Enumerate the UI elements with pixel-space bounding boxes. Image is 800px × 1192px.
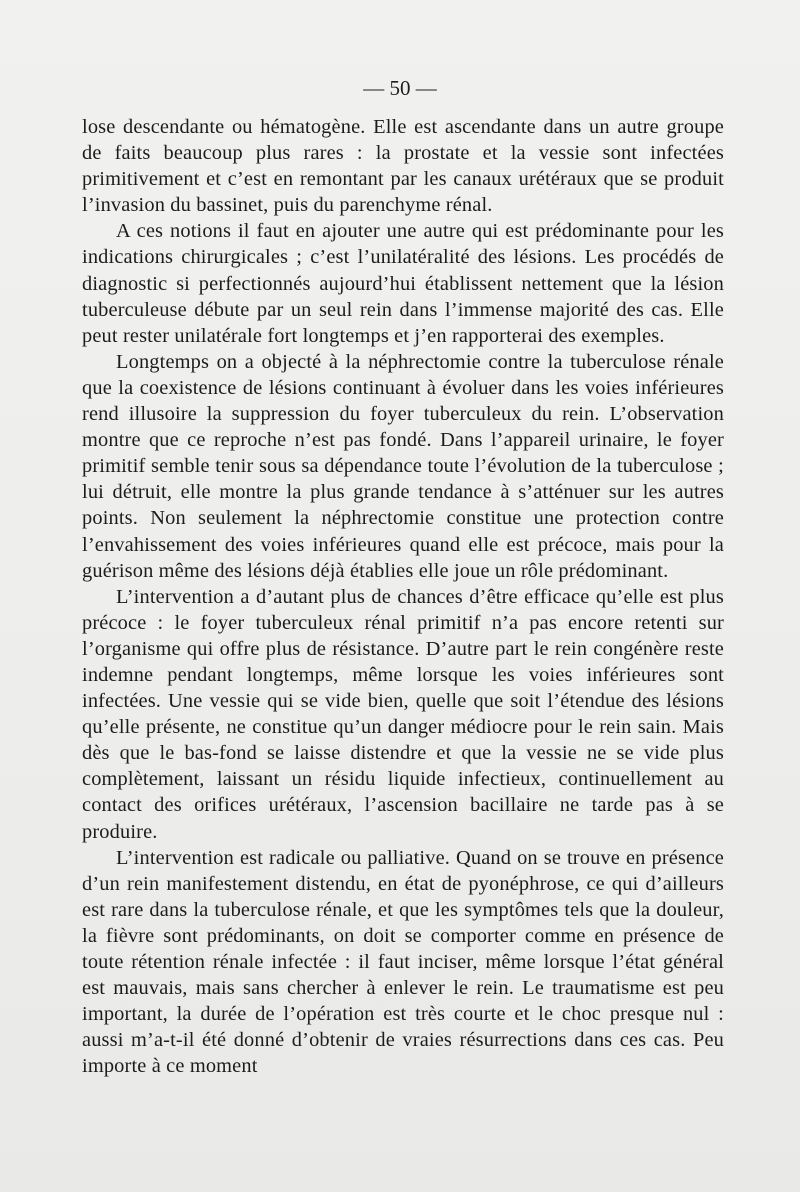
paragraph-5: L’intervention est radicale ou palliative. Quand on se trouve en présence d’un rein manifestement distendu, en état de pyonéphrose, ce qui d’ailleurs est rare dans la tuberculose rénale, et que les symptômes tels que la douleur, la fièvre sont prédominants, on doit se comporter comme en présence de toute rétention rénale infectée : il faut inciser, même lorsque l’état général est mauvais, mais sans chercher à enlever le rein. Le traumatisme est peu important, la durée de l’opération est très courte et le choc presque nul : aussi m’a-t-il été donné d’obtenir de vraies résurrections dans ces cas. Peu importe à ce moment xyxy=(82,846,724,1078)
page-number: — 50 — xyxy=(363,76,437,100)
paragraph-3: Longtemps on a objecté à la néphrectomie contre la tuberculose rénale que la coexistence de lésions continuant à évoluer dans les voies inférieures rend illusoire la suppression du foyer tuberculeux du rein. L’observation montre que ce reproche n’est pas fondé. Dans l’appareil urinaire, le foyer primitif semble tenir sous sa dépendance toute l’évolution de la tuberculose ; lui détruit, elle montre la plus grande tendance à s’atténuer sur les autres points. Non seulement la néphrectomie constitue une protection contre l’envahissement des voies inférieures quand elle est précoce, mais pour la guérison même des lésions déjà établies elle joue un rôle prédominant. xyxy=(82,350,724,582)
paragraph-4: L’intervention a d’autant plus de chances d’être efficace qu’elle est plus précoce : le foyer tuberculeux rénal primitif n’a pas encore retenti sur l’organisme qui offre plus de résistance. D’autre part le rein congénère reste indemne pendant longtemps, même lorsque les voies inférieures sont infectées. Une vessie qui se vide bien, quelle que soit l’étendue des lésions qu’elle présente, ne constitue qu’un danger médiocre pour le rein sain. Mais dès que le bas-fond se laisse distendre et que la vessie ne se vide plus complètement, laissant un résidu liquide infectieux, continuellement au contact des orifices urétéraux, l’ascension bacillaire ne tarde pas à se produire. xyxy=(82,585,724,843)
body-text xyxy=(82,114,724,1079)
paragraph-2: A ces notions il faut en ajouter une autre qui est prédominante pour les indications chirurgicales ; c’est l’unilatéralité des lésions. Les procédés de diagnostic si perfectionnés aujourd’hui établissent nettement que la lésion tuberculeuse débute par un seul rein dans l’immense majorité des cas. Elle peut rester unilatérale fort longtemps et j’en rapporterai des exemples. xyxy=(82,220,724,347)
paragraph-1: lose descendante ou hématogène. Elle est ascendante dans un autre groupe de faits beaucoup plus rares : la prostate et la vessie sont infectées primitivement et c’est en remontant par les canaux urétéraux que se produit l’invasion du bassinet, puis du parenchyme rénal. xyxy=(82,116,724,217)
